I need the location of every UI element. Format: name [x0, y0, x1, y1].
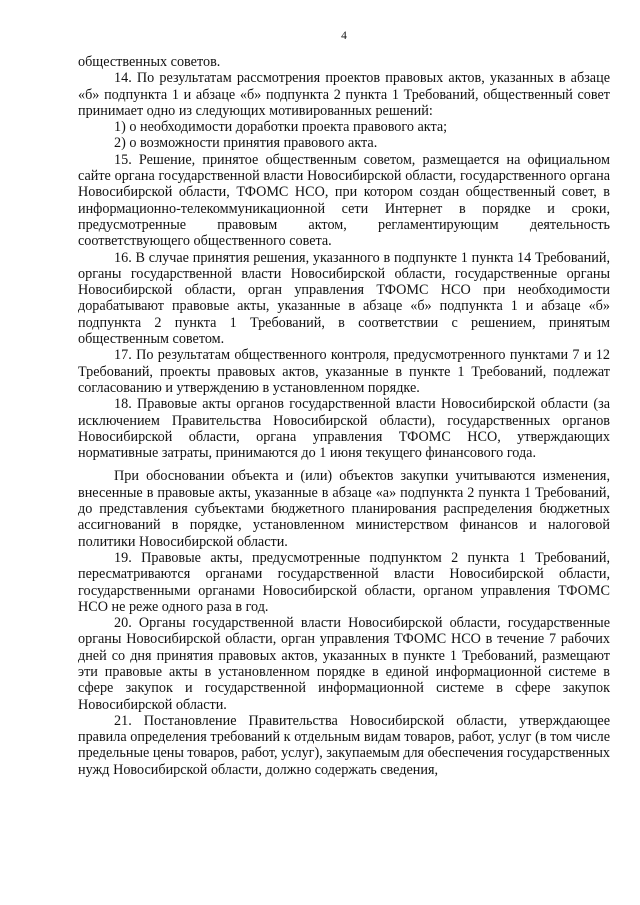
paragraph-14-option-2: 2) о возможности принятия правового акта. [114, 135, 378, 152]
paragraph-15: 15. Решение, принятое общественным советом, размещается на официальном сайте органа государственной власти Новосибирской области, государственного органа Новосибирской области, ТФОМС НСО, при котором создан общественный совет, в информационно-телекоммуникационной сети Интернет в порядке и сроки, предусмотренные правовым актом, регламентирующим деятельность соответствующего общественного совета. [78, 151, 610, 250]
paragraph-17: 17. По результатам общественного контроля, предусмотренного пунктами 7 и 12 Требований, проекты правовых актов, указанные в пункте 1 Требований, подлежат согласованию и утверждению в установленном порядке. [78, 347, 610, 396]
paragraph-20: 20. Органы государственной власти Новосибирской области, государственные органы Новосибирской области, орган управления ТФОМС НСО в течение 7 рабочих дней со дня принятия правовых актов, указанных в пункте 1 Требований, размещают эти правовые акты в установленном порядке в единой информационной системе в сфере закупок и государственной информационной системе в сфере закупок Новосибирской области. [78, 615, 610, 713]
page-number: 4 [341, 30, 347, 42]
paragraph-19: 19. Правовые акты, предусмотренные подпунктом 2 пункта 1 Требований, пересматриваются органами государственной власти Новосибирской области, государственными органами Новосибирской области, органом управления ТФОМС НСО не реже одного раза в год. [78, 549, 610, 615]
paragraph-18: 18. Правовые акты органов государственной власти Новосибирской области (за исключением Правительства Новосибирской области), государственных органов Новосибирской области, органа управления ТФОМС НСО, утверждающих нормативные затраты, принимаются до 1 июня текущего финансового года. [78, 396, 610, 462]
paragraph-21: 21. Постановление Правительства Новосибирской области, утверждающее правила определения требований к отдельным видам товаров, работ, услуг (в том числе предельные цены товаров, работ, услуг), закупаемым для обеспечения государственных нужд Новосибирской области, должно содержать сведения, [78, 712, 610, 778]
paragraph-18-continuation: При обосновании объекта и (или) объектов закупки учитываются изменения, внесенные в правовые акты, указанные в абзаце «а» подпункта 2 пункта 1 Требований, до представления субъектами бюджетного планирования распределения бюджетных ассигнований в порядке, установленном министерством финансов и налоговой политики Новосибирской области. [78, 468, 610, 550]
paragraph-14: 14. По результатам рассмотрения проектов правовых актов, указанных в абзаце «б» подпункта 1 и абзаце «б» подпункта 2 пункта 1 Требований, общественный совет принимает одно из следующих мотивированных решений: [78, 70, 610, 119]
paragraph-14-option-1: 1) о необходимости доработки проекта правового акта; [114, 119, 448, 136]
paragraph-16: 16. В случае принятия решения, указанного в подпункте 1 пункта 14 Требований, органы государственной власти Новосибирской области, государственные органы Новосибирской области, орган управления ТФОМС НСО при необходимости дорабатывают правовые акты, указанные в абзаце «б» подпункта 1 и абзаце «б» подпункта 2 пункта 1 Требований, в соответствии с решением, принятым общественным советом. [78, 249, 610, 348]
document-body [78, 54, 610, 778]
paragraph-continuation: общественных советов. [78, 54, 221, 70]
